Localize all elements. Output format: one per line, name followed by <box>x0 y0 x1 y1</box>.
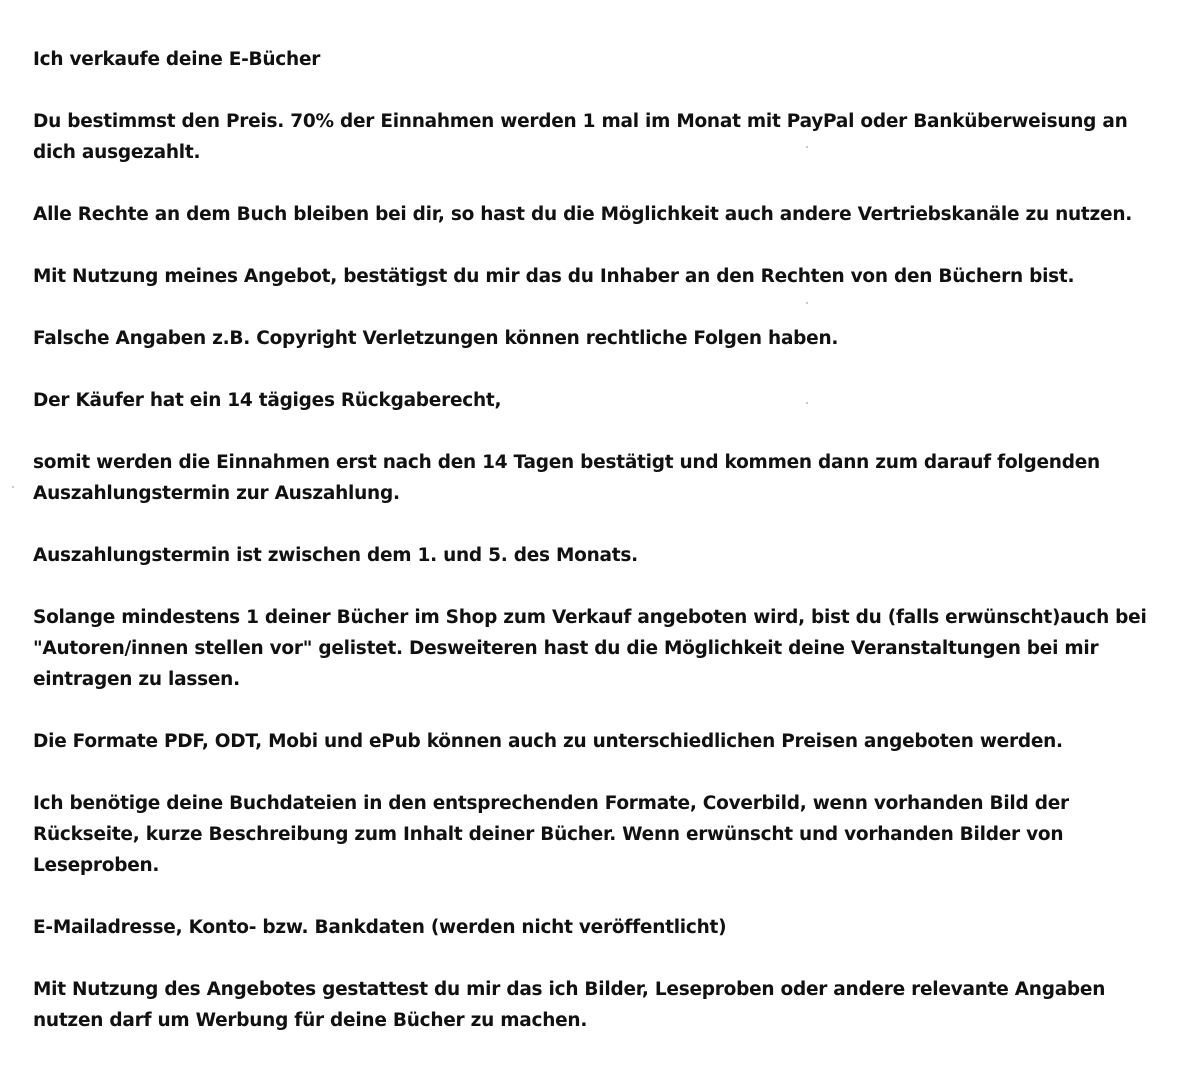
paragraph-price: Du bestimmst den Preis. 70% der Einnahmen werden 1 mal im Monat mit PayPal oder Banküberweisung an dich ausgezahlt. <box>33 111 1128 163</box>
paragraph-contact-data: E-Mailadresse, Konto- bzw. Bankdaten (werden nicht veröffentlicht) <box>33 917 727 938</box>
scan-speck <box>806 146 808 148</box>
paragraph-ownership: Mit Nutzung meines Angebot, bestätigst du mir das du Inhaber an den Rechten von den Büchern bist. <box>33 266 1075 287</box>
scan-speck <box>12 486 14 488</box>
paragraph-payout-date: Auszahlungstermin ist zwischen dem 1. und 5. des Monats. <box>33 545 638 566</box>
paragraph-advertising-consent: Mit Nutzung des Angebotes gestattest du mir das ich Bilder, Leseproben oder andere relevante Angaben nutzen darf um Werbung für deine Bücher zu machen. <box>33 979 1106 1031</box>
paragraph-return-right: Der Käufer hat ein 14 tägiges Rückgaberecht, <box>33 390 502 411</box>
paragraph-false-info: Falsche Angaben z.B. Copyright Verletzungen können rechtliche Folgen haben. <box>33 328 839 349</box>
paragraph-income-confirmation: somit werden die Einnahmen erst nach den 14 Tagen bestätigt und kommen dann zum darauf folgenden Auszahlungstermin zur Auszahlung. <box>33 452 1100 504</box>
scan-speck <box>806 402 808 404</box>
scan-speck <box>806 302 808 304</box>
paragraph-required-files: Ich benötige deine Buchdateien in den entsprechenden Formate, Coverbild, wenn vorhanden Bild der Rückseite, kurze Beschreibung zum Inhalt deiner Bücher. Wenn erwünscht und vorhanden Bilder von Leseproben. <box>33 793 1069 876</box>
paragraph-author-listing: Solange mindestens 1 deiner Bücher im Shop zum Verkauf angeboten wird, bist du (falls erwünscht)auch bei "Autoren/innen stellen vor" gelistet. Desweiteren hast du die Möglichkeit deine Veranstaltungen bei mir eintragen zu lassen. <box>33 607 1147 690</box>
paragraph-rights: Alle Rechte an dem Buch bleiben bei dir, so hast du die Möglichkeit auch andere Vertriebskanäle zu nutzen. <box>33 204 1133 225</box>
document-title: Ich verkaufe deine E-Bücher <box>33 49 321 70</box>
paragraph-formats: Die Formate PDF, ODT, Mobi und ePub können auch zu unterschiedlichen Preisen angeboten werden. <box>33 731 1063 752</box>
document-body <box>33 44 1173 1067</box>
